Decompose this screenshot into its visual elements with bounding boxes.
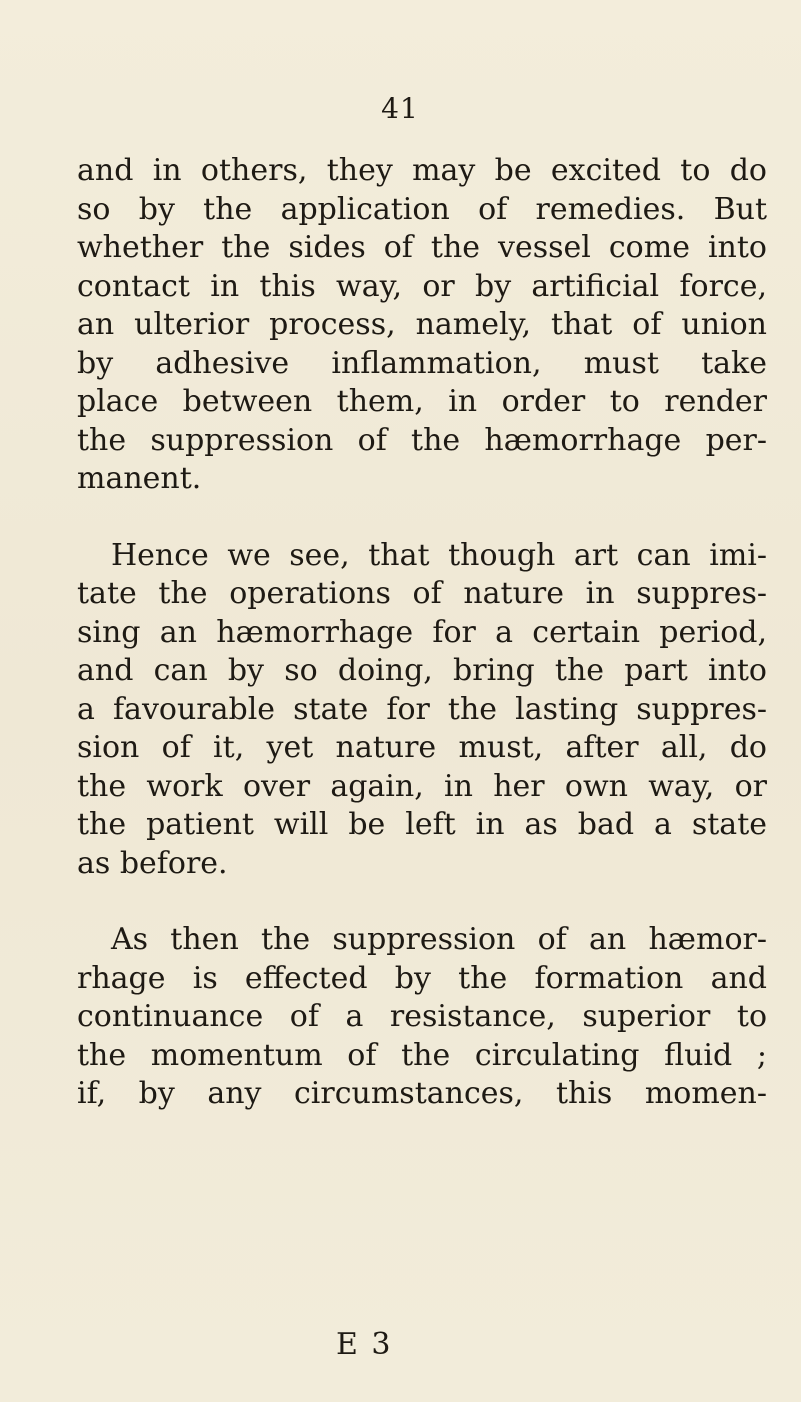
paragraph xyxy=(77,921,767,1114)
signature-mark: E 3 xyxy=(336,1327,393,1362)
text-line: a favourable state for the lasting suppres- xyxy=(77,691,767,727)
text-line: tate the operations of nature in suppres- xyxy=(77,576,767,611)
text-line: sion of it, yet nature must, after all, do xyxy=(77,730,767,765)
text-line: the suppression of the hæmorrhage per- xyxy=(77,422,767,458)
text-line: place between them, in order to render xyxy=(77,384,767,419)
text-line: As then the suppression of an hæmor- xyxy=(111,922,767,957)
paragraph-gap xyxy=(77,499,767,537)
body-text xyxy=(77,152,767,1114)
text-line: by adhesive inflammation, must take xyxy=(77,345,767,381)
text-line: Hence we see, that though art can imi- xyxy=(111,537,767,573)
text-line: and in others, they may be excited to do xyxy=(77,153,767,188)
text-line: continuance of a resistance, superior to xyxy=(77,999,767,1034)
paragraph xyxy=(77,537,767,884)
text-line: so by the application of remedies. But xyxy=(77,191,767,227)
text-line: rhage is effected by the formation and xyxy=(77,960,767,996)
text-line: the momentum of the circulating fluid ; xyxy=(77,1037,767,1073)
page-number: 41 xyxy=(381,92,419,125)
paragraph xyxy=(77,152,767,499)
text-line: the work over again, in her own way, or xyxy=(77,768,767,804)
text-line: an ulterior process, namely, that of union xyxy=(77,307,767,342)
text-line: sing an hæmorrhage for a certain period, xyxy=(77,614,767,650)
paragraph-gap xyxy=(77,883,767,921)
text-line: and can by so doing, bring the part into xyxy=(77,653,767,688)
text-line: manent. xyxy=(77,461,202,496)
text-line: if, by any circumstances, this momen- xyxy=(77,1076,767,1111)
text-line: the patient will be left in as bad a state xyxy=(77,807,767,842)
text-line: contact in this way, or by artificial force, xyxy=(77,268,767,304)
text-line: whether the sides of the vessel come into xyxy=(77,230,767,265)
text-line: as before. xyxy=(77,845,228,881)
